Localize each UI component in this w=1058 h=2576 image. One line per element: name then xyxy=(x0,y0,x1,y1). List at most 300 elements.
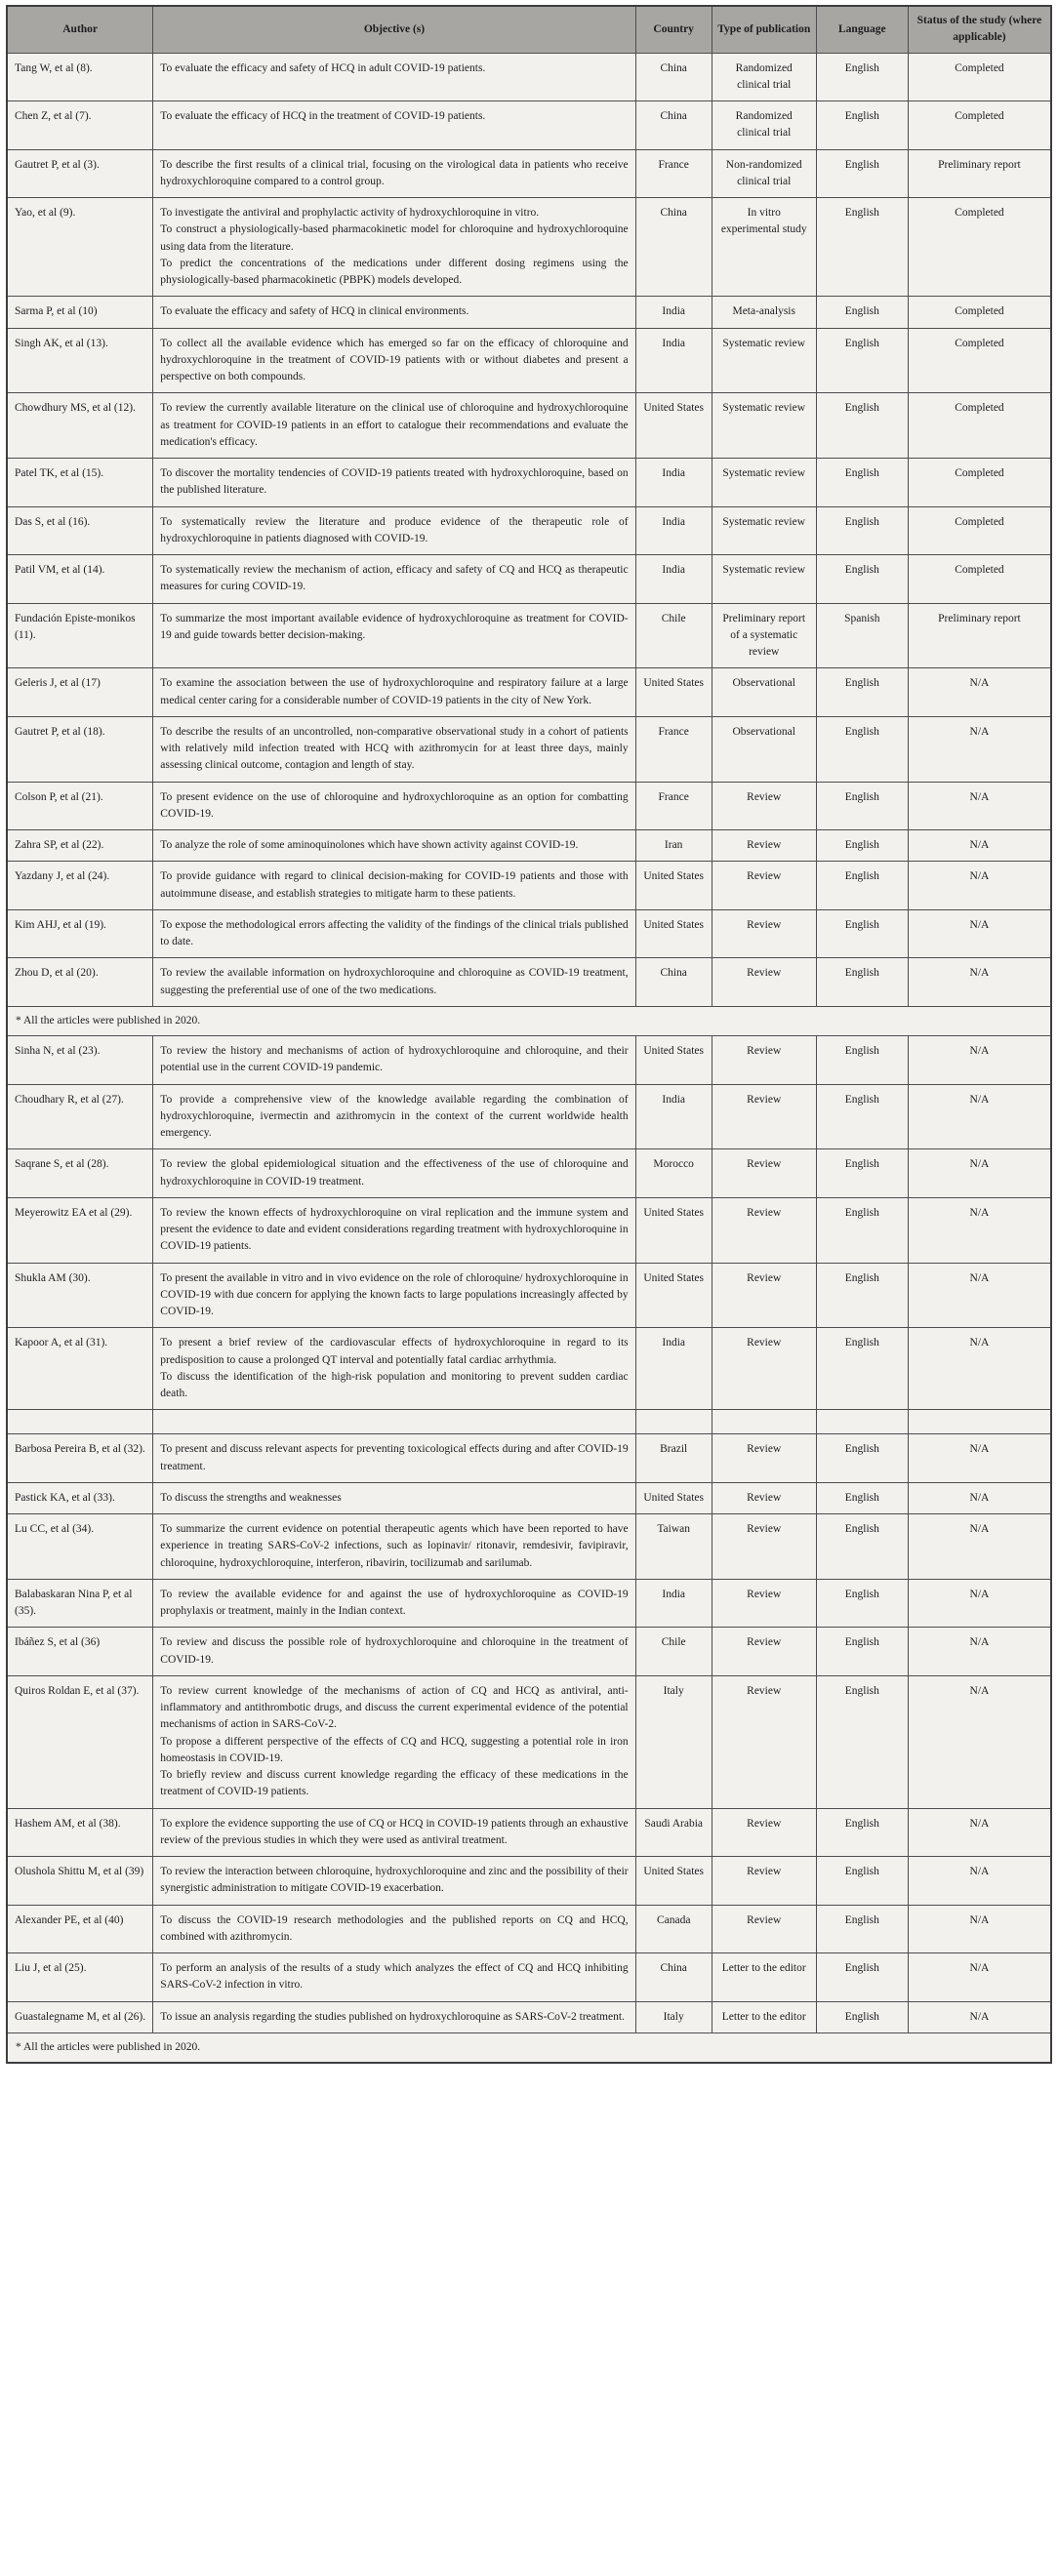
country-cell: India xyxy=(635,555,712,604)
author-cell: Liu J, et al (25). xyxy=(7,1953,153,2002)
objective-paragraph: To investigate the antiviral and prophylactic activity of hydroxychloroquine in vitro. xyxy=(160,207,540,219)
author-cell: Olushola Shittu M, et al (39) xyxy=(7,1857,153,1906)
type-cell: Review xyxy=(712,1197,816,1263)
objective-paragraph: To perform an analysis of the results of a study which analyzes the effect of CQ and HCQ inhibiting SARS-CoV-2 infection in vitro. xyxy=(160,1962,629,1992)
type-cell: Review xyxy=(712,1808,816,1857)
objective-paragraph: To review the interaction between chloroquine, hydroxychloroquine and zinc and the possibility of their synergistic administration to mitigate COVID-19 exacerbation. xyxy=(160,1866,629,1895)
language-cell: English xyxy=(816,1905,908,1953)
language-cell: English xyxy=(816,393,908,459)
table-row xyxy=(7,2001,1051,2033)
table-row xyxy=(7,459,1051,507)
status-cell: N/A xyxy=(908,1434,1051,1483)
country-cell: India xyxy=(635,1328,712,1410)
author-cell: Ibáñez S, et al (36) xyxy=(7,1628,153,1676)
status-cell: Completed xyxy=(908,101,1051,150)
language-cell: English xyxy=(816,1579,908,1628)
objective-paragraph: To review the global epidemiological situation and the effectiveness of the use of chloroquine and hydroxychloroquine in COVID-19 treatment. xyxy=(160,1158,629,1187)
objective-paragraph: To analyze the role of some aminoquinolones which have shown activity against COVID-19. xyxy=(160,839,579,851)
table-row xyxy=(7,1579,1051,1628)
type-cell: Review xyxy=(712,1036,816,1085)
author-cell: Hashem AM, et al (38). xyxy=(7,1808,153,1857)
status-cell: Completed xyxy=(908,393,1051,459)
type-cell: Observational xyxy=(712,716,816,782)
objective-paragraph: To explore the evidence supporting the use of CQ or HCQ in COVID-19 patients through an exhaustive review of the previous studies in which they were used as antiviral treatment. xyxy=(160,1817,629,1846)
objective-paragraph: To discover the mortality tendencies of COVID-19 patients treated with hydroxychloroquine, based on the published literature. xyxy=(160,467,629,497)
language-cell: English xyxy=(816,862,908,910)
objective-cell xyxy=(153,101,635,150)
country-cell: China xyxy=(635,101,712,150)
type-cell: Review xyxy=(712,1084,816,1149)
objective-cell xyxy=(153,149,635,198)
objective-paragraph: To systematically review the mechanism of action, efficacy and safety of CQ and HCQ as therapeutic measures for curing COVID-19. xyxy=(160,564,629,593)
footnote-row xyxy=(7,1006,1051,1035)
status-cell: N/A xyxy=(908,1808,1051,1857)
language-cell: English xyxy=(816,958,908,1007)
table-row xyxy=(7,1263,1051,1328)
status-cell: N/A xyxy=(908,2001,1051,2033)
author-cell: Balabaskaran Nina P, et al (35). xyxy=(7,1579,153,1628)
country-cell: India xyxy=(635,459,712,507)
status-cell: N/A xyxy=(908,1263,1051,1328)
objective-paragraph: To present evidence on the use of chloroquine and hydroxychloroquine as an option for combatting COVID-19. xyxy=(160,790,629,820)
author-cell: Alexander PE, et al (40) xyxy=(7,1905,153,1953)
objective-paragraph: To present a brief review of the cardiovascular effects of hydroxychloroquine in regard to its predisposition to cause a prolonged QT interval and potentially fatal cardiac arrhythmia. xyxy=(160,1337,629,1366)
objective-paragraph: To review the known effects of hydroxychloroquine on viral replication and the immune system and present the evidence to date and evident considerations regarding treatment with hydroxychloroquine in COVID-19 patients. xyxy=(160,1206,629,1253)
objective-cell xyxy=(153,958,635,1007)
status-cell: N/A xyxy=(908,716,1051,782)
author-cell: Kapoor A, et al (31). xyxy=(7,1328,153,1410)
author-cell: Chen Z, et al (7). xyxy=(7,101,153,150)
author-cell: Zahra SP, et al (22). xyxy=(7,830,153,862)
type-cell: Review xyxy=(712,1514,816,1580)
language-cell: English xyxy=(816,1482,908,1513)
objective-paragraph: To expose the methodological errors affecting the validity of the findings of the clinical trials published to date. xyxy=(160,918,629,947)
objective-paragraph: To describe the results of an uncontrolled, non-comparative observational study in a cohort of patients with relatively mild infection treated with HCQ with azithromycin for at least three days, mainly assessing clinical outcome, contagion and length of stay. xyxy=(160,725,629,772)
objective-paragraph: To systematically review the literature and produce evidence of the therapeutic role of hydroxychloroquine in patients diagnosed with COVID-19. xyxy=(160,515,629,544)
status-cell: N/A xyxy=(908,1514,1051,1580)
status-cell: N/A xyxy=(908,1482,1051,1513)
status-cell: Completed xyxy=(908,198,1051,297)
col-header-country: Country xyxy=(635,6,712,53)
header-row xyxy=(7,6,1051,53)
status-cell: N/A xyxy=(908,862,1051,910)
language-cell: English xyxy=(816,1149,908,1198)
table-row xyxy=(7,862,1051,910)
country-cell: China xyxy=(635,53,712,101)
author-cell: Yao, et al (9). xyxy=(7,198,153,297)
language-cell: English xyxy=(816,1197,908,1263)
language-cell: English xyxy=(816,1808,908,1857)
table-row xyxy=(7,782,1051,830)
country-cell: China xyxy=(635,958,712,1007)
objective-cell xyxy=(153,862,635,910)
table-row xyxy=(7,830,1051,862)
type-cell: Review xyxy=(712,909,816,958)
objective-paragraph: To examine the association between the use of hydroxychloroquine and respiratory failure at a large medical center caring for a considerable number of COVID-19 patients in the city of New York. xyxy=(160,677,629,706)
type-cell: Review xyxy=(712,1434,816,1483)
country-cell: Italy xyxy=(635,1675,712,1808)
status-cell: N/A xyxy=(908,1953,1051,2002)
language-cell: English xyxy=(816,459,908,507)
status-cell: N/A xyxy=(908,782,1051,830)
objective-paragraph: To review current knowledge of the mechanisms of action of CQ and HCQ as antiviral, anti-inflammatory and antithrombotic drugs, and discuss the current experimental evidence of the potential mechanisms of action in SARS-CoV-2. xyxy=(160,1684,629,1731)
language-cell: English xyxy=(816,555,908,604)
type-cell: Review xyxy=(712,1263,816,1328)
objective-paragraph: To discuss the identification of the high-risk population and monitoring to prevent sudden cardiac death. xyxy=(160,1370,629,1399)
country-cell: United States xyxy=(635,393,712,459)
table-row xyxy=(7,198,1051,297)
author-cell: Yazdany J, et al (24). xyxy=(7,862,153,910)
language-cell: English xyxy=(816,328,908,393)
table-row xyxy=(7,603,1051,668)
objective-paragraph: To evaluate the efficacy and safety of HCQ in adult COVID-19 patients. xyxy=(160,61,486,74)
country-cell: Taiwan xyxy=(635,1514,712,1580)
objective-cell xyxy=(153,1514,635,1580)
country-cell: India xyxy=(635,1579,712,1628)
country-cell: United States xyxy=(635,668,712,717)
objective-cell xyxy=(153,1084,635,1149)
status-cell: N/A xyxy=(908,1905,1051,1953)
type-cell: Review xyxy=(712,1482,816,1513)
type-cell: Observational xyxy=(712,668,816,717)
status-cell: Completed xyxy=(908,297,1051,328)
country-cell: India xyxy=(635,1084,712,1149)
objective-paragraph: To collect all the available evidence which has emerged so far on the efficacy of chloroquine and hydroxychloroquine in the treatment of COVID-19 patients with or without diabetes and present a perspective on both compounds. xyxy=(160,337,629,382)
table-row xyxy=(7,149,1051,198)
objective-paragraph: To construct a physiologically-based pharmacokinetic model for chloroquine and hydroxychloroquine using data from the literature. xyxy=(160,223,629,253)
language-cell: English xyxy=(816,1036,908,1085)
country-cell: United States xyxy=(635,862,712,910)
table-row xyxy=(7,1514,1051,1580)
footnote-row xyxy=(7,2033,1051,2063)
objective-cell xyxy=(153,297,635,328)
language-cell: English xyxy=(816,909,908,958)
country-cell: Brazil xyxy=(635,1434,712,1483)
table-row xyxy=(7,101,1051,150)
col-header-type: Type of publication xyxy=(712,6,816,53)
objective-paragraph: To review and discuss the possible role of hydroxychloroquine and chloroquine in the treatment of COVID-19. xyxy=(160,1636,629,1666)
status-cell: N/A xyxy=(908,1149,1051,1198)
country-cell: United States xyxy=(635,1263,712,1328)
objective-cell xyxy=(153,198,635,297)
footnote-text: * All the articles were published in 2020. xyxy=(7,1006,1051,1035)
table-header xyxy=(7,6,1051,53)
country-cell: United States xyxy=(635,1482,712,1513)
objective-cell xyxy=(153,830,635,862)
objective-cell xyxy=(153,1410,635,1434)
author-cell: Fundación Episte-monikos (11). xyxy=(7,603,153,668)
table-row xyxy=(7,1197,1051,1263)
table-row xyxy=(7,1905,1051,1953)
objective-cell xyxy=(153,1482,635,1513)
objective-paragraph: To review the available evidence for and against the use of hydroxychloroquine as COVID-19 prophylaxis or treatment, mainly in the Indian context. xyxy=(160,1588,629,1617)
table-row xyxy=(7,1084,1051,1149)
type-cell: Review xyxy=(712,830,816,862)
table-row xyxy=(7,297,1051,328)
table-row xyxy=(7,393,1051,459)
table-row xyxy=(7,1149,1051,1198)
author-cell: Choudhary R, et al (27). xyxy=(7,1084,153,1149)
type-cell: Review xyxy=(712,862,816,910)
language-cell: English xyxy=(816,2001,908,2033)
type-cell: Non-randomized clinical trial xyxy=(712,149,816,198)
type-cell: Systematic review xyxy=(712,555,816,604)
objective-cell xyxy=(153,1675,635,1808)
status-cell: N/A xyxy=(908,1197,1051,1263)
objective-cell xyxy=(153,328,635,393)
table-row xyxy=(7,958,1051,1007)
type-cell: Letter to the editor xyxy=(712,1953,816,2002)
type-cell: Meta-analysis xyxy=(712,297,816,328)
table-row xyxy=(7,1953,1051,2002)
table-row xyxy=(7,328,1051,393)
objective-cell xyxy=(153,1263,635,1328)
objective-paragraph: To review the history and mechanisms of action of hydroxychloroquine and chloroquine, and their potential use in the current COVID-19 pandemic. xyxy=(160,1045,629,1074)
language-cell xyxy=(816,1410,908,1434)
table-row xyxy=(7,1857,1051,1906)
objective-cell xyxy=(153,1036,635,1085)
objective-cell xyxy=(153,2001,635,2033)
author-cell xyxy=(7,1410,153,1434)
country-cell: United States xyxy=(635,1197,712,1263)
type-cell: In vitro experimental study xyxy=(712,198,816,297)
language-cell: English xyxy=(816,1084,908,1149)
country-cell: China xyxy=(635,198,712,297)
type-cell: Randomized clinical trial xyxy=(712,101,816,150)
table-row xyxy=(7,1808,1051,1857)
objective-paragraph: To discuss the strengths and weaknesses xyxy=(160,1491,342,1504)
table-row xyxy=(7,1482,1051,1513)
country-cell: United States xyxy=(635,909,712,958)
language-cell: English xyxy=(816,716,908,782)
language-cell: English xyxy=(816,506,908,555)
objective-paragraph: To discuss the COVID-19 research methodologies and the published reports on CQ and HCQ, combined with azithromycin. xyxy=(160,1913,629,1943)
studies-table xyxy=(6,5,1052,2064)
objective-paragraph: To summarize the most important available evidence of hydroxychloroquine as treatment for COVID-19 and guide towards better decision-making. xyxy=(160,612,629,641)
status-cell: N/A xyxy=(908,1084,1051,1149)
table-row xyxy=(7,668,1051,717)
col-header-status: Status of the study (where applicable) xyxy=(908,6,1051,53)
objective-cell xyxy=(153,53,635,101)
objective-paragraph: To issue an analysis regarding the studies published on hydroxychloroquine as SARS-CoV-2 treatment. xyxy=(160,2010,625,2023)
col-header-language: Language xyxy=(816,6,908,53)
objective-cell xyxy=(153,1197,635,1263)
objective-cell xyxy=(153,909,635,958)
status-cell: Completed xyxy=(908,506,1051,555)
objective-cell xyxy=(153,782,635,830)
status-cell: Completed xyxy=(908,459,1051,507)
country-cell: Canada xyxy=(635,1905,712,1953)
language-cell: English xyxy=(816,668,908,717)
author-cell: Lu CC, et al (34). xyxy=(7,1514,153,1580)
objective-cell xyxy=(153,459,635,507)
table-row xyxy=(7,1328,1051,1410)
language-cell: English xyxy=(816,1628,908,1676)
objective-paragraph: To present the available in vitro and in vivo evidence on the role of chloroquine/ hydroxychloroquine in COVID-19 with due concern for applying the known facts to large populations increasingly affected by COVID-19. xyxy=(160,1271,629,1317)
objective-cell xyxy=(153,1953,635,2002)
author-cell: Shukla AM (30). xyxy=(7,1263,153,1328)
type-cell: Randomized clinical trial xyxy=(712,53,816,101)
table-row xyxy=(7,1628,1051,1676)
table-row xyxy=(7,506,1051,555)
objective-cell xyxy=(153,1857,635,1906)
country-cell: United States xyxy=(635,1036,712,1085)
status-cell xyxy=(908,1410,1051,1434)
objective-cell xyxy=(153,668,635,717)
country-cell: India xyxy=(635,506,712,555)
table-row xyxy=(7,1410,1051,1434)
language-cell: English xyxy=(816,297,908,328)
objective-cell xyxy=(153,393,635,459)
type-cell: Review xyxy=(712,1857,816,1906)
author-cell: Tang W, et al (8). xyxy=(7,53,153,101)
status-cell: N/A xyxy=(908,1036,1051,1085)
type-cell: Review xyxy=(712,1628,816,1676)
type-cell: Systematic review xyxy=(712,393,816,459)
author-cell: Guastalegname M, et al (26). xyxy=(7,2001,153,2033)
author-cell: Gautret P, et al (18). xyxy=(7,716,153,782)
author-cell: Gautret P, et al (3). xyxy=(7,149,153,198)
country-cell: France xyxy=(635,149,712,198)
language-cell: English xyxy=(816,782,908,830)
author-cell: Zhou D, et al (20). xyxy=(7,958,153,1007)
country-cell: Italy xyxy=(635,2001,712,2033)
language-cell: English xyxy=(816,1328,908,1410)
objective-cell xyxy=(153,555,635,604)
objective-cell xyxy=(153,603,635,668)
status-cell: N/A xyxy=(908,668,1051,717)
country-cell: United States xyxy=(635,1857,712,1906)
objective-paragraph: To briefly review and discuss current knowledge regarding the efficacy of these medications in the treatment of COVID-19 patients. xyxy=(160,1769,629,1798)
type-cell: Review xyxy=(712,1905,816,1953)
language-cell: English xyxy=(816,1263,908,1328)
language-cell: English xyxy=(816,1514,908,1580)
country-cell: Iran xyxy=(635,830,712,862)
status-cell: N/A xyxy=(908,958,1051,1007)
type-cell: Review xyxy=(712,1328,816,1410)
type-cell: Review xyxy=(712,1675,816,1808)
author-cell: Saqrane S, et al (28). xyxy=(7,1149,153,1198)
country-cell: China xyxy=(635,1953,712,2002)
status-cell: Completed xyxy=(908,53,1051,101)
author-cell: Patil VM, et al (14). xyxy=(7,555,153,604)
country-cell xyxy=(635,1410,712,1434)
language-cell: English xyxy=(816,1675,908,1808)
author-cell: Das S, et al (16). xyxy=(7,506,153,555)
type-cell: Systematic review xyxy=(712,328,816,393)
type-cell: Letter to the editor xyxy=(712,2001,816,2033)
table-row xyxy=(7,53,1051,101)
status-cell: N/A xyxy=(908,1675,1051,1808)
objective-cell xyxy=(153,1149,635,1198)
language-cell: English xyxy=(816,1434,908,1483)
objective-paragraph: To provide guidance with regard to clinical decision-making for COVID-19 patients and those with autoimmune disease, and establish strategies to mitigate harm to these patients. xyxy=(160,870,629,900)
type-cell: Review xyxy=(712,782,816,830)
country-cell: Chile xyxy=(635,603,712,668)
author-cell: Patel TK, et al (15). xyxy=(7,459,153,507)
language-cell: English xyxy=(816,101,908,150)
objective-cell xyxy=(153,506,635,555)
objective-cell xyxy=(153,1434,635,1483)
author-cell: Chowdhury MS, et al (12). xyxy=(7,393,153,459)
col-header-objective: Objective (s) xyxy=(153,6,635,53)
author-cell: Kim AHJ, et al (19). xyxy=(7,909,153,958)
author-cell: Barbosa Pereira B, et al (32). xyxy=(7,1434,153,1483)
objective-paragraph: To evaluate the efficacy and safety of HCQ in clinical environments. xyxy=(160,305,469,318)
author-cell: Quiros Roldan E, et al (37). xyxy=(7,1675,153,1808)
author-cell: Colson P, et al (21). xyxy=(7,782,153,830)
objective-cell xyxy=(153,1808,635,1857)
objective-paragraph: To review the currently available literature on the clinical use of chloroquine and hydroxychloroquine as treatment for COVID-19 patients in an effort to catalogue their recommendations and evaluate the medication's efficacy. xyxy=(160,402,629,448)
table-row xyxy=(7,1675,1051,1808)
type-cell: Review xyxy=(712,1579,816,1628)
type-cell xyxy=(712,1410,816,1434)
language-cell: English xyxy=(816,198,908,297)
type-cell: Systematic review xyxy=(712,459,816,507)
status-cell: Preliminary report xyxy=(908,603,1051,668)
objective-paragraph: To provide a comprehensive view of the knowledge available regarding the combination of hydroxychloroquine, ivermectin and azithromycin in the context of the current worldwide health emergency. xyxy=(160,1093,629,1139)
status-cell: N/A xyxy=(908,909,1051,958)
country-cell: India xyxy=(635,328,712,393)
author-cell: Pastick KA, et al (33). xyxy=(7,1482,153,1513)
objective-cell xyxy=(153,1328,635,1410)
objective-cell xyxy=(153,1579,635,1628)
country-cell: Saudi Arabia xyxy=(635,1808,712,1857)
country-cell: India xyxy=(635,297,712,328)
status-cell: N/A xyxy=(908,830,1051,862)
objective-paragraph: To present and discuss relevant aspects for preventing toxicological effects during and after COVID-19 treatment. xyxy=(160,1443,629,1472)
type-cell: Preliminary report of a systematic review xyxy=(712,603,816,668)
language-cell: English xyxy=(816,149,908,198)
language-cell: English xyxy=(816,53,908,101)
objective-cell xyxy=(153,1905,635,1953)
status-cell: Preliminary report xyxy=(908,149,1051,198)
type-cell: Systematic review xyxy=(712,506,816,555)
author-cell: Sarma P, et al (10) xyxy=(7,297,153,328)
col-header-author: Author xyxy=(7,6,153,53)
status-cell: N/A xyxy=(908,1579,1051,1628)
country-cell: France xyxy=(635,716,712,782)
country-cell: Morocco xyxy=(635,1149,712,1198)
footnote-text: * All the articles were published in 2020. xyxy=(7,2033,1051,2063)
author-cell: Singh AK, et al (13). xyxy=(7,328,153,393)
language-cell: English xyxy=(816,830,908,862)
country-cell: Chile xyxy=(635,1628,712,1676)
status-cell: N/A xyxy=(908,1628,1051,1676)
language-cell: English xyxy=(816,1857,908,1906)
objective-paragraph: To propose a different perspective of the effects of CQ and HCQ, suggesting a potential role in iron homeostasis in COVID-19. xyxy=(160,1735,629,1764)
objective-paragraph: To describe the first results of a clinical trial, focusing on the virological data in patients who receive hydroxychloroquine compared to a control group. xyxy=(160,158,629,187)
table-row xyxy=(7,555,1051,604)
table-body xyxy=(7,53,1051,2063)
objective-paragraph: To predict the concentrations of the medications under different dosing regimens using the physiologically-based pharmacokinetic (PBPK) models developed. xyxy=(160,257,629,286)
status-cell: N/A xyxy=(908,1857,1051,1906)
objective-paragraph: To review the available information on hydroxychloroquine and chloroquine as COVID-19 treatment, suggesting the preferential use of one of the two medications. xyxy=(160,967,629,996)
objective-paragraph: To summarize the current evidence on potential therapeutic agents which have been reported to have experience in treating SARS-CoV-2 infections, such as lopinavir/ ritonavir, remdesivir, favipiravir, chloroquine, hydroxychloroquine, interferon, ribavirin, tocilizumab and sarilumab. xyxy=(160,1523,629,1569)
table-row xyxy=(7,1434,1051,1483)
language-cell: English xyxy=(816,1953,908,2002)
objective-cell xyxy=(153,1628,635,1676)
author-cell: Sinha N, et al (23). xyxy=(7,1036,153,1085)
type-cell: Review xyxy=(712,1149,816,1198)
author-cell: Geleris J, et al (17) xyxy=(7,668,153,717)
table-row xyxy=(7,716,1051,782)
table-row xyxy=(7,909,1051,958)
country-cell: France xyxy=(635,782,712,830)
table-row xyxy=(7,1036,1051,1085)
type-cell: Review xyxy=(712,958,816,1007)
author-cell: Meyerowitz EA et al (29). xyxy=(7,1197,153,1263)
